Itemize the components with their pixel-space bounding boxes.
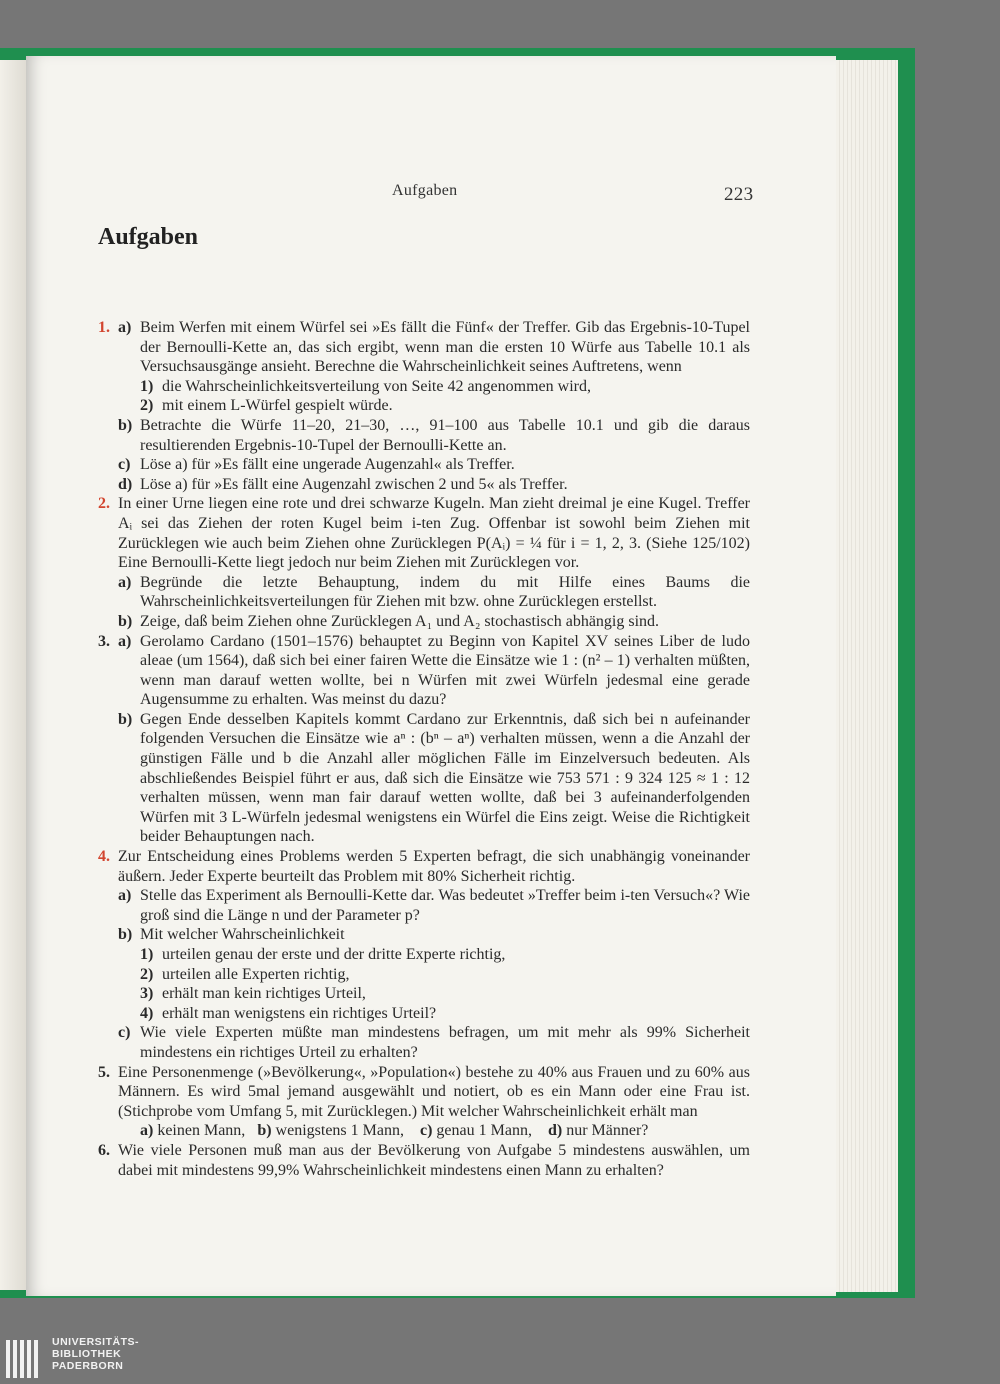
part-label: a) — [118, 632, 132, 650]
subpart-label: 1) — [140, 946, 154, 963]
part-text: genau 1 Mann, — [436, 1122, 532, 1140]
part-label: d) — [118, 475, 133, 493]
exercise-part — [118, 475, 750, 495]
subpart-label: 3) — [140, 985, 154, 1003]
exercise-subpart — [118, 945, 750, 965]
exercise-intro: Wie viele Personen muß man aus der Bevölkerung von Aufgabe 5 mindestens auswählen, um dabei mit mindestens 99,9% Wahrscheinlichkeit mindestens einen Mann zu erhalten? — [118, 1141, 750, 1179]
part-text: Zeige, daß beim Ziehen ohne Zurücklegen A₁ und A₂ stochastisch abhängig sind. — [140, 612, 660, 630]
part-text: Löse a) für »Es fällt eine ungerade Augenzahl« als Treffer. — [140, 456, 515, 474]
exercise-subpart — [118, 396, 750, 416]
logo-line: PADERBORN — [52, 1360, 124, 1372]
part-label: a) — [118, 319, 132, 336]
part-label: b) — [118, 612, 133, 630]
exercise-subpart — [118, 965, 750, 985]
exercise-number: 3. — [98, 632, 110, 650]
exercise-part — [118, 886, 750, 925]
exercise-list — [100, 318, 750, 1180]
part-label: b) — [118, 710, 133, 728]
part-text: Mit welcher Wahrscheinlichkeit — [140, 926, 345, 944]
exercise-number: 4. — [98, 848, 110, 866]
part-text: Gerolamo Cardano (1501–1576) behauptet zu Beginn von Kapitel XV seines Liber de ludo aleae (um 1564), daß sich bei einer fairen Wette die Einsätze wie 1 : (n² – 1) verhalten müßten, wenn man darauf wetten wollte, bei n Würfen mit zwei Würfeln jedesmal eine gerade Augensumme zu erhalten. Was meinst du dazu? — [140, 632, 750, 709]
running-title: Aufgaben — [392, 182, 458, 199]
exercise-part — [118, 632, 750, 710]
part-label: b) — [118, 926, 133, 944]
subpart-label: 2) — [140, 397, 154, 415]
exercise-number: 1. — [98, 319, 110, 336]
part-label: b) — [118, 416, 133, 434]
exercise-part — [118, 1023, 750, 1062]
section-heading: Aufgaben — [98, 224, 199, 250]
part-label: c) — [419, 1122, 433, 1140]
exercise-part — [118, 612, 750, 632]
part-label: c) — [118, 456, 131, 474]
exercise-part — [118, 925, 750, 945]
subpart-text: erhält man wenigstens ein richtiges Urteil? — [162, 1004, 437, 1022]
exercise-subpart — [118, 377, 750, 397]
exercise-2 — [100, 494, 750, 631]
subpart-label: 1) — [140, 377, 154, 395]
library-logo-text — [52, 1336, 139, 1372]
book-page — [26, 56, 836, 1296]
exercise-part — [118, 455, 750, 475]
exercise-6 — [100, 1141, 750, 1180]
subpart-label: 2) — [140, 965, 154, 983]
inline-parts — [118, 1121, 750, 1141]
subpart-text: erhält man kein richtiges Urteil, — [162, 985, 366, 1003]
part-text: Beim Werfen mit einem Würfel sei »Es fällt die Fünf« der Treffer. Gib das Ergebnis-10-Tupel der Bernoulli-Kette an, das sich ergibt, wenn man die ersten 10 Würfe aus Tabelle 10.1 als Versuchsausgänge ansieht. Berechne die Wahrscheinlichkeit seines Auftretens, wenn — [140, 319, 750, 376]
subpart-text: urteilen genau der erste und der dritte Experte richtig, — [162, 946, 506, 963]
part-text: nur Männer? — [566, 1122, 649, 1140]
exercise-4 — [100, 847, 750, 1063]
logo-line: UNIVERSITÄTS- — [52, 1336, 140, 1348]
part-label: a) — [118, 887, 132, 905]
exercise-5 — [100, 1063, 750, 1141]
library-logo-icon — [6, 1340, 41, 1383]
exercise-1 — [100, 318, 750, 494]
part-text: Begründe die letzte Behauptung, indem du mit Hilfe eines Baums die Wahrscheinlichkeitsverteilungen für Ziehen mit bzw. ohne Zurücklegen erstellst. — [140, 573, 750, 611]
subpart-text: die Wahrscheinlichkeitsverteilung von Seite 42 angenommen wird, — [162, 377, 591, 395]
exercise-part — [118, 318, 750, 377]
logo-line: BIBLIOTHEK — [52, 1348, 122, 1360]
part-text: Löse a) für »Es fällt eine Augenzahl zwischen 2 und 5« als Treffer. — [140, 475, 568, 493]
part-label: b) — [257, 1122, 272, 1140]
exercise-number: 6. — [98, 1141, 110, 1159]
part-label: a) — [140, 1122, 154, 1140]
exercise-part — [118, 710, 750, 847]
exercise-number: 2. — [98, 495, 110, 513]
part-text: Betrachte die Würfe 11–20, 21–30, …, 91–100 aus Tabelle 10.1 und gib die daraus resultierenden Ergebnis-10-Tupel der Bernoulli-Kette an. — [140, 416, 750, 454]
part-text: wenigstens 1 Mann, — [275, 1122, 404, 1140]
exercise-subpart — [118, 984, 750, 1004]
exercise-intro: In einer Urne liegen eine rote und drei schwarze Kugeln. Man zieht dreimal je eine Kugel. Treffer Aᵢ sei das Ziehen der roten Kugel beim i-ten Zug. Offenbar ist sowohl beim Ziehen mit Zurücklegen wie auch beim Ziehen ohne Zurücklegen P(Aᵢ) = ¼ für i = 1, 2, 3. (Siehe 125/102) Eine Bernoulli-Kette liegt jedoch nur beim Ziehen mit Zurücklegen vor. — [118, 495, 750, 572]
part-text: Wie viele Experten müßte man mindestens befragen, um mit mehr als 99% Sicherheit mindestens ein richtiges Urteil zu erhalten? — [140, 1024, 750, 1061]
part-label: d) — [547, 1122, 563, 1140]
exercise-subpart — [118, 1004, 750, 1024]
part-text: keinen Mann, — [157, 1122, 246, 1140]
exercise-part — [118, 416, 750, 455]
part-label: c) — [118, 1024, 131, 1042]
exercise-intro: Zur Entscheidung eines Problems werden 5 Experten befragt, die sich unabhängig voneinander äußern. Jeder Experte beurteilt das Problem mit 80% Sicherheit richtig. — [118, 848, 750, 885]
part-text: Stelle das Experiment als Bernoulli-Kette dar. Was bedeutet »Treffer beim i-ten Versuch«? Wie groß sind die Länge n und der Parameter p? — [140, 887, 750, 924]
part-label: a) — [118, 573, 132, 591]
subpart-text: urteilen alle Experten richtig, — [162, 965, 350, 983]
page-number: 223 — [724, 184, 754, 205]
subpart-text: mit einem L-Würfel gespielt würde. — [162, 397, 393, 415]
library-footer — [0, 1332, 1000, 1384]
subpart-label: 4) — [140, 1004, 154, 1022]
exercise-part — [118, 573, 750, 612]
part-text: Gegen Ende desselben Kapitels kommt Cardano zur Erkenntnis, daß sich bei n aufeinander folgenden Versuchen die Einsätze wie aⁿ : (bⁿ – aⁿ) verhalten müssen, wenn a die Anzahl der günstigen Fälle und b die Anzahl aller möglichen Fälle im Einzelversuch bedeuten. Als abschließendes Beispiel führt er aus, daß sich die Einsätze wie 753 571 : 9 324 125 ≈ 1 : 12 verhalten müssen, wenn man fair darauf wetten wollte, daß bei 3 aufeinanderfolgenden Würfen mit 3 L-Würfeln jedesmal wenigstens ein Würfel die Eins zeigt. Weise die Richtigkeit beider Behauptungen nach. — [140, 710, 750, 846]
exercise-3 — [100, 632, 750, 848]
exercise-number: 5. — [98, 1063, 110, 1081]
exercise-intro: Eine Personenmenge (»Bevölkerung«, »Population«) bestehe zu 40% aus Frauen und zu 60% aus Männern. Es wird 5mal jemand ausgewählt und notiert, ob es ein Mann oder eine Frau ist. (Stichprobe vom Umfang 5, mit Zurücklegen.) Mit welcher Wahrscheinlichkeit erhält man — [118, 1063, 750, 1120]
